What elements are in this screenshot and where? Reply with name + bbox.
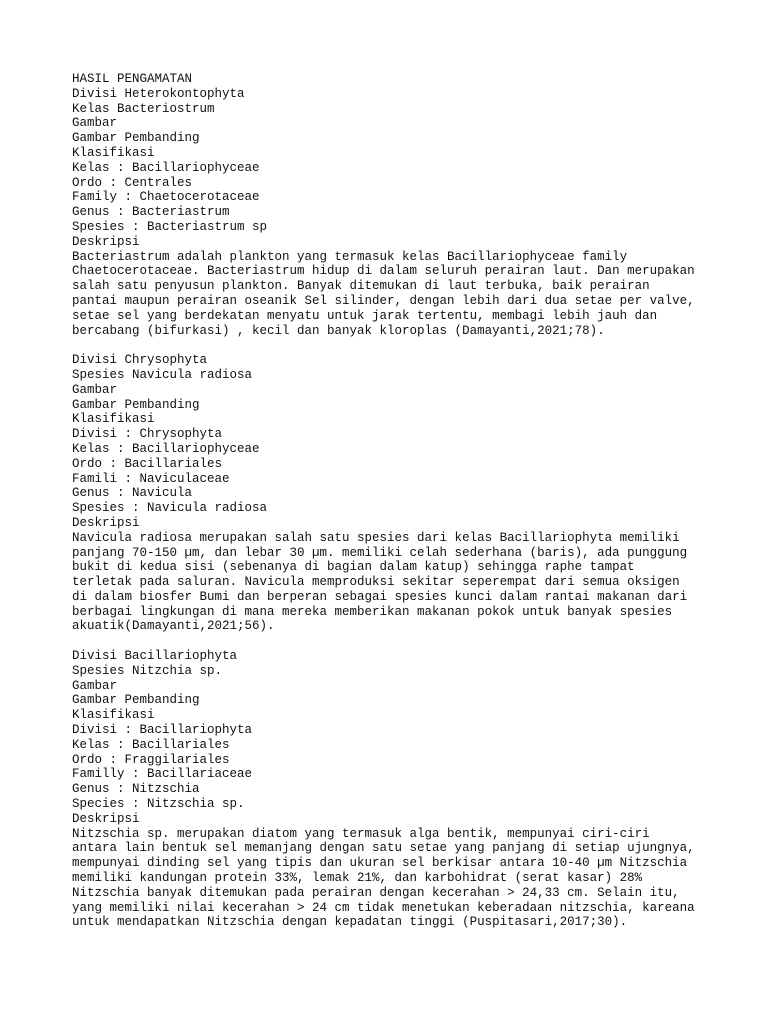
description-line: salah satu penyusun plankton. Banyak ditemukan di laut terbuka, baik perairan bbox=[72, 279, 650, 294]
classification-species: Spesies : Navicula radiosa bbox=[72, 501, 268, 516]
description-line: setae sel yang berdekatan menyatu untuk jarak tertentu, membagi lebih jauh dan bbox=[72, 308, 658, 323]
section-spacer bbox=[72, 634, 712, 649]
description-label: Deskripsi bbox=[72, 811, 140, 826]
section-division: Divisi Heterokontophyta bbox=[72, 86, 245, 101]
section-species-title: Spesies Navicula radiosa bbox=[72, 367, 253, 382]
comparison-image-label: Gambar Pembanding bbox=[72, 397, 200, 412]
section-spacer bbox=[72, 338, 712, 353]
classification-label: Klasifikasi bbox=[72, 708, 155, 723]
description-line: terletak pada saluran. Navicula memproduksi sekitar seperempat dari semua oksigen bbox=[72, 575, 680, 590]
classification-family: Famili : Naviculaceae bbox=[72, 471, 230, 486]
classification-family: Familly : Bacillariaceae bbox=[72, 767, 253, 782]
classification-order: Ordo : Fraggilariales bbox=[72, 752, 230, 767]
document-heading: HASIL PENGAMATAN bbox=[72, 72, 193, 86]
classification-family: Family : Chaetocerotaceae bbox=[72, 190, 260, 205]
description-line: Bacteriastrum adalah plankton yang termasuk kelas Bacillariophyceae family bbox=[72, 249, 628, 264]
classification-class: Kelas : Bacillariophyceae bbox=[72, 441, 260, 456]
description-paragraph bbox=[72, 827, 712, 931]
classification-species: Species : Nitzschia sp. bbox=[72, 797, 245, 812]
classification-division: Divisi : Chrysophyta bbox=[72, 427, 223, 442]
description-line: Chaetocerotaceae. Bacteriastrum hidup di dalam seluruh perairan laut. Dan merupakan bbox=[72, 264, 695, 279]
image-label: Gambar bbox=[72, 678, 118, 693]
description-line: yang memiliki nilai kecerahan > 24 cm tidak menetukan keberadaan nitzschia, kareana bbox=[72, 900, 695, 915]
section-nitzschia bbox=[72, 649, 712, 930]
section-species-title: Spesies Nitzchia sp. bbox=[72, 663, 223, 678]
description-line: bercabang (bifurkasi) , kecil dan banyak kloroplas (Damayanti,2021;78). bbox=[72, 323, 605, 338]
description-paragraph bbox=[72, 250, 712, 339]
description-line: memiliki kandungan protein 33%, lemak 21%, dan karbohidrat (serat kasar) 28% bbox=[72, 871, 643, 886]
section-division: Divisi Chrysophyta bbox=[72, 353, 208, 368]
classification-label: Klasifikasi bbox=[72, 412, 155, 427]
description-line: di dalam biosfer Bumi dan berperan sebagai spesies kunci dalam rantai makanan dari bbox=[72, 589, 688, 604]
classification-order: Ordo : Bacillariales bbox=[72, 456, 223, 471]
classification-label: Klasifikasi bbox=[72, 145, 155, 160]
section-class-title: Kelas Bacteriostrum bbox=[72, 101, 215, 116]
classification-genus: Genus : Navicula bbox=[72, 486, 193, 501]
comparison-image-label: Gambar Pembanding bbox=[72, 693, 200, 708]
description-line: panjang 70-150 µm, dan lebar 30 µm. memiliki celah sederhana (baris), ada punggung bbox=[72, 545, 688, 560]
description-line: antara lain bentuk sel memanjang dengan satu setae yang panjang di setiap ujungnya, bbox=[72, 841, 695, 856]
description-line: akuatik(Damayanti,2021;56). bbox=[72, 619, 275, 634]
description-line: berbagai lingkungan di mana mereka memberikan makanan pokok untuk banyak spesies bbox=[72, 604, 673, 619]
description-label: Deskripsi bbox=[72, 234, 140, 249]
description-line: pantai maupun perairan oseanik Sel silinder, dengan lebih dari dua setae per valve, bbox=[72, 293, 695, 308]
description-line: Navicula radiosa merupakan salah satu spesies dari kelas Bacillariophyta memiliki bbox=[72, 530, 680, 545]
description-label: Deskripsi bbox=[72, 515, 140, 530]
classification-genus: Genus : Nitzschia bbox=[72, 782, 200, 797]
classification-species: Spesies : Bacteriastrum sp bbox=[72, 219, 268, 234]
document-content bbox=[72, 72, 712, 930]
comparison-image-label: Gambar Pembanding bbox=[72, 131, 200, 146]
description-line: Nitzschia banyak ditemukan pada perairan dengan kecerahan > 24,33 cm. Selain itu, bbox=[72, 885, 680, 900]
description-line: Nitzschia sp. merupakan diatom yang termasuk alga bentik, mempunyai ciri-ciri bbox=[72, 826, 650, 841]
classification-genus: Genus : Bacteriastrum bbox=[72, 205, 230, 220]
description-line: mempunyai dinding sel yang tipis dan ukuran sel berkisar antara 10-40 µm Nitzschia bbox=[72, 856, 688, 871]
section-bacteriastrum bbox=[72, 87, 712, 339]
description-line: bukit di kedua sisi (sebenanya di bagian dalam katup) sehingga raphe tampat bbox=[72, 560, 635, 575]
image-label: Gambar bbox=[72, 116, 118, 131]
description-paragraph bbox=[72, 531, 712, 635]
classification-class: Kelas : Bacillariales bbox=[72, 737, 230, 752]
section-navicula bbox=[72, 353, 712, 634]
description-line: untuk mendapatkan Nitzschia dengan kepadatan tinggi (Puspitasari,2017;30). bbox=[72, 915, 628, 930]
section-division: Divisi Bacillariophyta bbox=[72, 649, 238, 664]
image-label: Gambar bbox=[72, 382, 118, 397]
classification-order: Ordo : Centrales bbox=[72, 175, 193, 190]
classification-division: Divisi : Bacillariophyta bbox=[72, 723, 253, 738]
classification-class: Kelas : Bacillariophyceae bbox=[72, 160, 260, 175]
